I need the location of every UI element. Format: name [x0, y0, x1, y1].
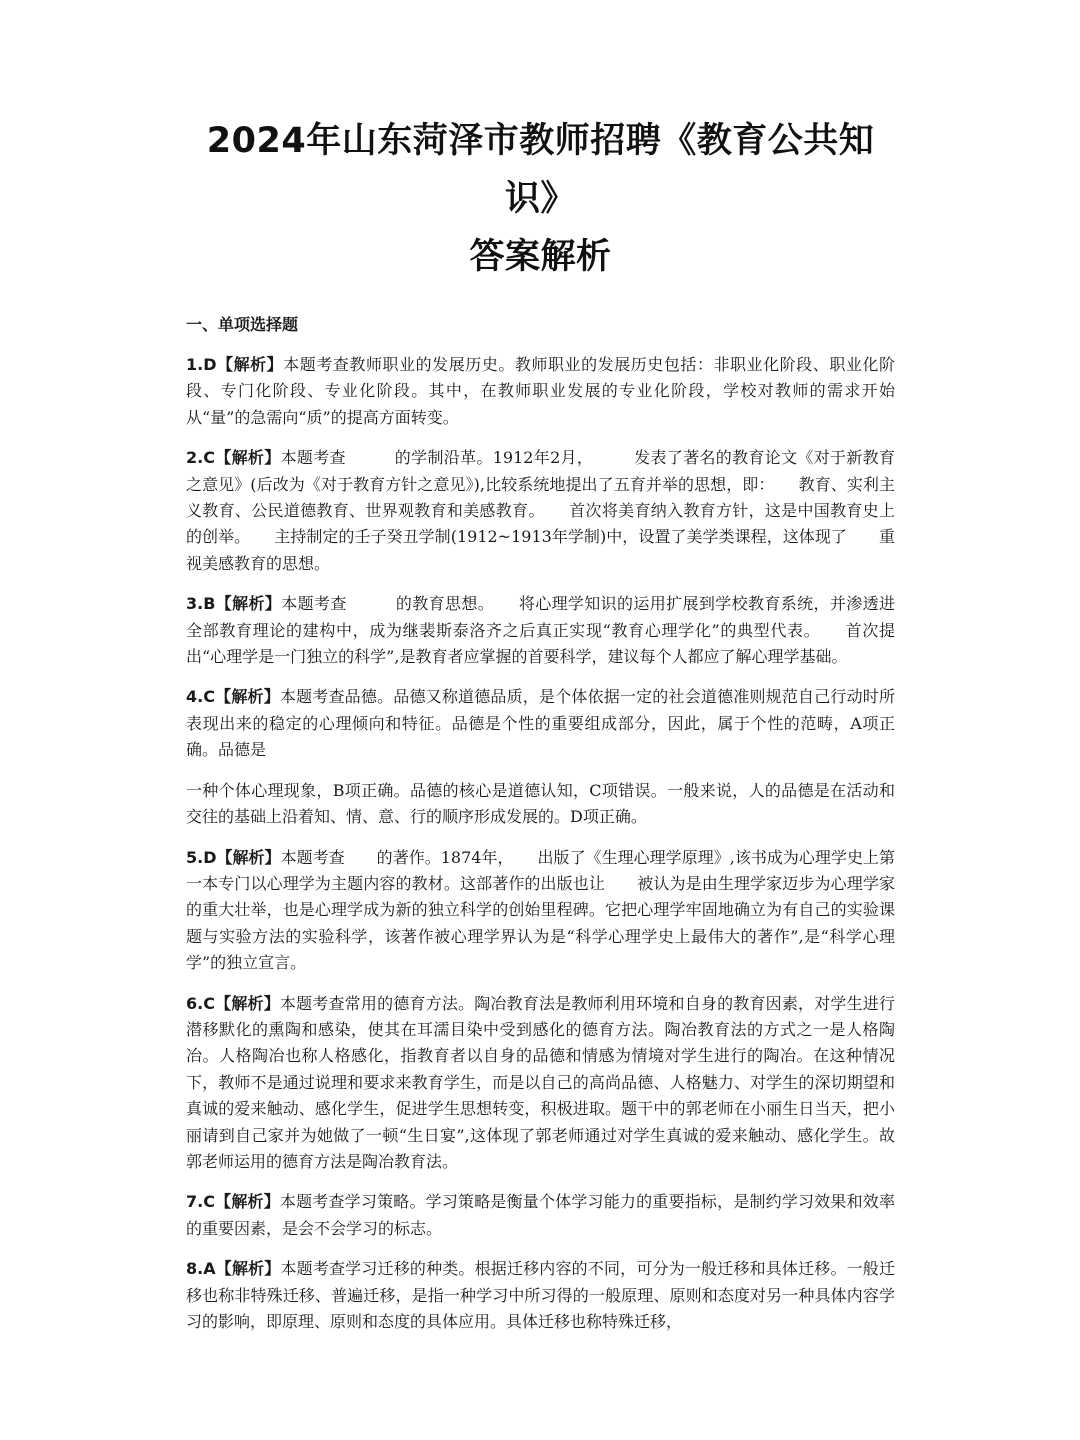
answer-8 — [186, 1256, 895, 1335]
answer-text: 本题考查教师职业的发展历史。教师职业的发展历史包括：非职业化阶段、职业化阶段、专门化阶段、专业化阶段。其中，在教师职业发展的专业化阶段，学校对教师的需求开始从“量”的急需向“质”的提高方面转变。 — [186, 355, 895, 427]
answer-text: 本题考查品德。品德又称道德品质，是个体依据一定的社会道德准则规范自己行动时所表现出来的稳定的心理倾向和特征。品德是个性的重要组成部分，因此，属于个性的范畴，A项正确。品德是 — [186, 687, 895, 760]
answer-7 — [186, 1189, 895, 1242]
answer-text: 本题考查学习策略。学习策略是衡量个体学习能力的重要指标，是制约学习效果和效率的重要因素，是会不会学习的标志。 — [186, 1192, 895, 1238]
answer-text: 本题考查学习迁移的种类。根据迁移内容的不同，可分为一般迁移和具体迁移。一般迁移也称非特殊迁移、普遍迁移，是指一种学习中所习得的一般原理、原则和态度对另一种具体内容学习的影响，即原理、原则和态度的具体应用。具体迁移也称特殊迁移， — [186, 1259, 895, 1331]
answer-label: 7.C【解析】 — [186, 1192, 280, 1212]
answer-label: 6.C【解析】 — [186, 993, 280, 1013]
answer-label: 5.D【解析】 — [186, 847, 281, 867]
answer-label: 1.D【解析】 — [186, 355, 284, 374]
answer-1 — [186, 352, 895, 431]
answer-label: 8.A【解析】 — [186, 1259, 281, 1279]
answer-text: 本题考查常用的德育方法。陶冶教育法是教师利用环境和自身的教育因素，对学生进行潜移默化的熏陶和感染，使其在耳濡目染中受到感化的德育方法。陶冶教育法的方式之一是人格陶冶。人格陶冶也称人格感化，指教育者以自身的品德和情感为情境对学生进行的陶冶。在这种情况下，教师不是通过说理和要求来教育学生，而是以自己的高尚品德、人格魅力、对学生的深切期望和真诚的爱来触动、感化学生，促进学生思想转变，积极进取。题干中的郭老师在小丽生日当天，把小丽请到自己家并为她做了一顿“生日宴”,这体现了郭老师通过对学生真诚的爱来触动、感化学生。故郭老师运用的德育方法是陶冶教育法。 — [186, 993, 895, 1171]
answer-5 — [186, 845, 895, 977]
title-line-1: 2024年山东菏泽市教师招聘《教育公共知识》 — [206, 121, 875, 219]
answer-text: 本题考查 的著作。1874年， 出版了《生理心理学原理》,该书成为心理学史上第一本专门以心理学为主题内容的教材。这部著作的出版也让 被认为是由生理学家迈步为心理学家的重大壮举，也是心理学成为新的独立科学的创始里程碑。它把心理学牢固地确立为有自己的实验课题与实验方法的实验科学，该著作被心理学界认为是“科学心理学史上最伟大的著作”,是“科学心理学”的独立宣言。 — [186, 847, 895, 973]
answer-4 — [186, 684, 895, 763]
answer-6 — [186, 991, 895, 1176]
answer-4-continuation: 一种个体心理现象，B项正确。品德的核心是道德认知，C项错误。一般来说，人的品德是在活动和交往的基础上沿着知、情、意、行的顺序形成发展的。D项正确。 — [186, 780, 895, 827]
answer-label: 2.C【解析】 — [186, 448, 281, 468]
answer-text: 本题考查 的学制沿革。1912年2月， 发表了著名的教育论文《对于新教育之意见》(后改为《对于教育方针之意见》),比较系统地提出了五育并举的思想，即： 教育、实利主义教育、公民道德教育、世界观教育和美感教育。 首次将美育纳入教育方针，这是中国教育史上的创举。 主持制定的壬子癸丑学制(1912~1913年学制)中，设置了美学类课程，这体现了 重视美感教育的思想。 — [186, 448, 895, 573]
answer-label: 3.B【解析】 — [186, 594, 282, 614]
document-title — [186, 112, 895, 286]
answer-3 — [186, 591, 895, 670]
answer-label: 4.C【解析】 — [186, 687, 280, 707]
answer-2 — [186, 445, 895, 577]
section-heading: 一、单项选择题 — [186, 315, 299, 334]
title-line-2: 答案解析 — [469, 237, 612, 277]
answer-text: 本题考查 的教育思想。 将心理学知识的运用扩展到学校教育系统，并渗透进全部教育理论的建构中，成为继裴斯泰洛齐之后真正实现“教育心理学化”的典型代表。 首次提出“心理学是一门独立的科学”,是教育者应掌握的首要科学，建议每个人都应了解心理学基础。 — [186, 594, 895, 667]
